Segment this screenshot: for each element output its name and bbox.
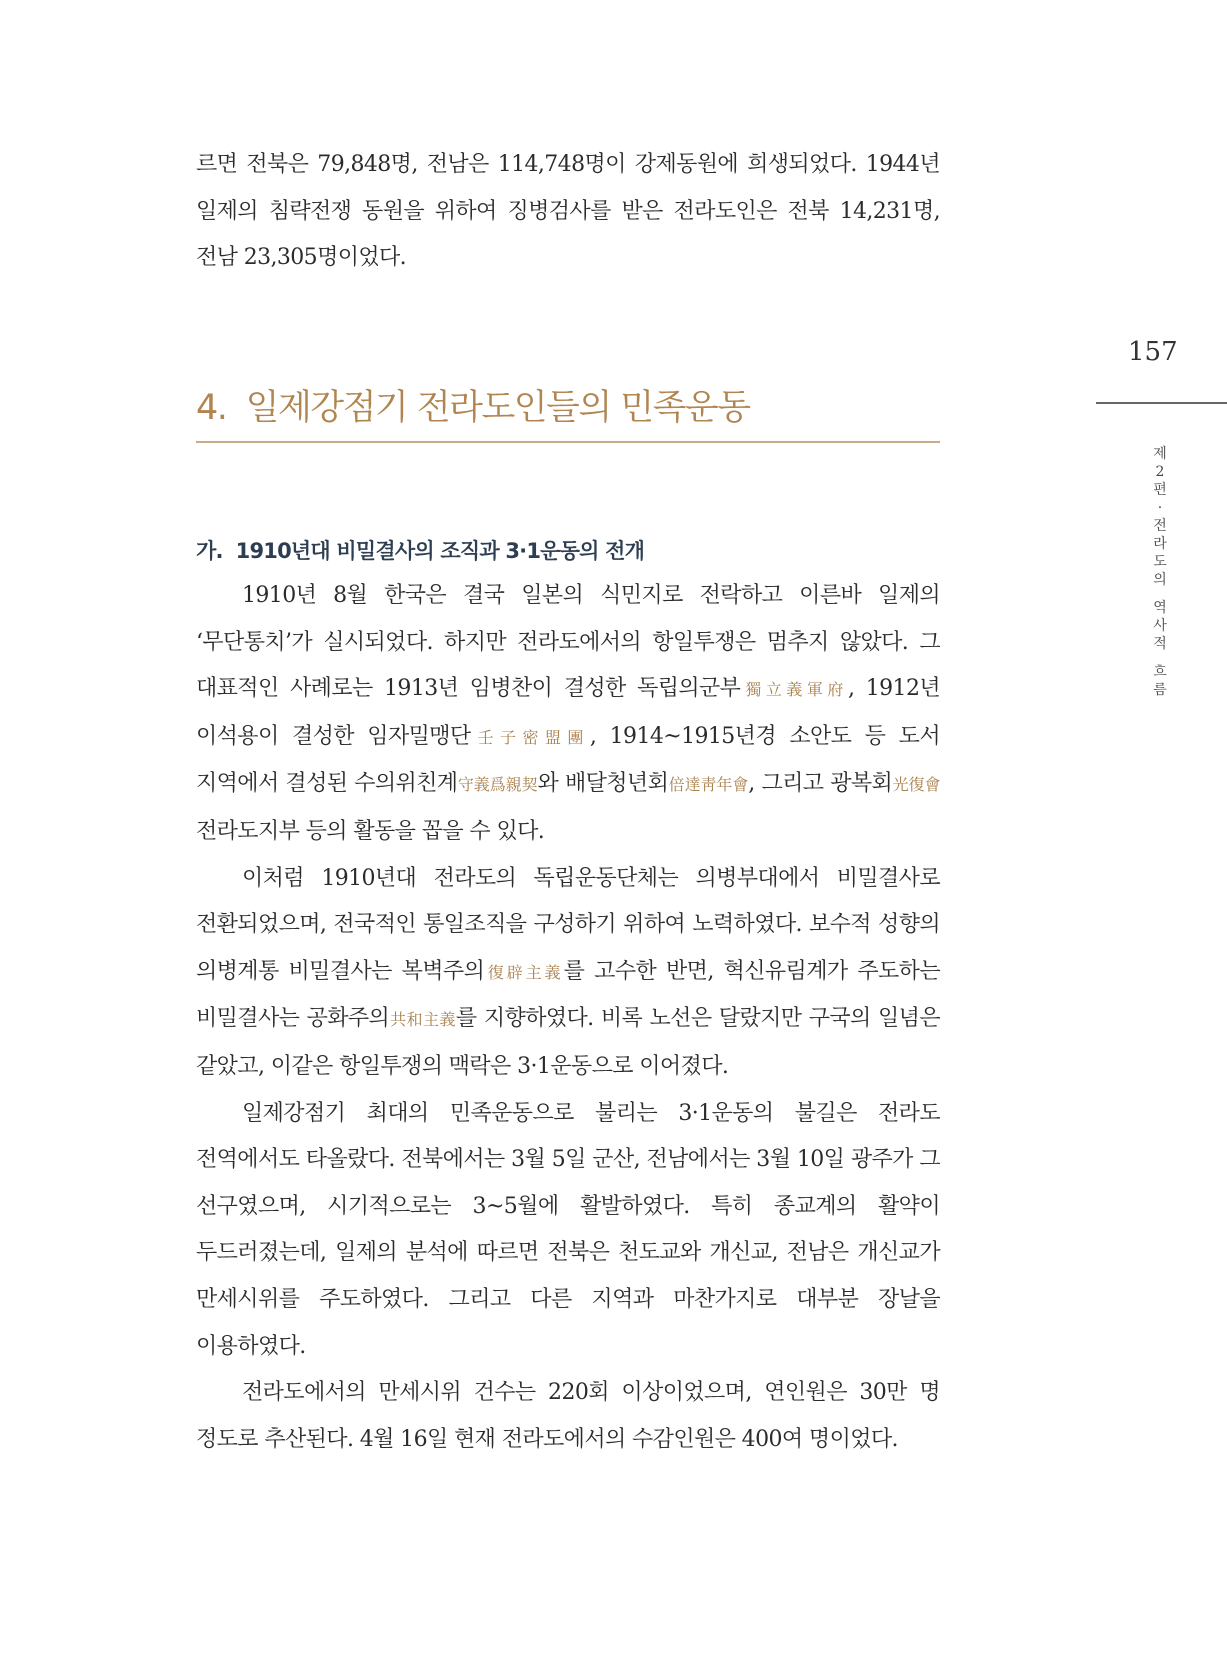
page-number-rule [1096, 402, 1227, 404]
intro-paragraph: 르면 전북은 79,848명, 전남은 114,748명이 강제동원에 희생되었다. 1944년 일제의 침략전쟁 동원을 위하여 징병검사를 받은 전라도인은 전북 14,231명, 전남 23,305명이었다. [196, 152, 940, 271]
text-segment: 를 고수한 반면, 혁신유림계가 주도하는 비밀결사는 공화주의 [196, 958, 940, 1032]
running-head-char: 전 [1153, 518, 1167, 534]
text-segment: 일제강점기 최대의 민족운동으로 불리는 3·1운동의 불길은 전라도 전역에서도 타올랐다. 전북에서는 3월 5일 군산, 전남에서는 3월 10일 광주가 그 선구였으며, 시기적으로는 3~5월에 활발하였다. 특히 종교계의 활약이 두드러졌는데, 일제의 분석에 따르면 전북은 천도교와 개신교, 전남은 개신교가 만세시위를 주도하였다. 그리고 다른 지역과 마찬가지로 대부분 장날을 이용하였다. [196, 1100, 940, 1359]
text-segment: 전라도지부 등의 활동을 꼽을 수 있다. [196, 818, 545, 844]
hanja-annotation: 共和主義 [389, 1010, 456, 1030]
paragraph-2 [196, 856, 940, 1091]
running-head-char [1150, 653, 1170, 663]
page-number: 157 [1128, 337, 1178, 367]
text-segment: 1910년 8월 한국은 결국 일본의 식민지로 전락하고 이른바 일제의 ‘무단통치’가 실시되었다. 하지만 전라도에서의 항일투쟁은 멈추지 않았다. 그 대표적인 사례로는 1913년 임병찬이 결성한 독립의군부 [196, 583, 940, 702]
hanja-annotation: 守義爲親契 [457, 775, 538, 795]
hanja-annotation: 壬子密盟團 [470, 727, 590, 747]
main-text-block [196, 573, 940, 1463]
hanja-annotation: 倍達靑年會 [668, 775, 749, 795]
running-head-char: 제 [1153, 446, 1167, 462]
running-head-vertical [1150, 445, 1170, 699]
paragraph-3 [196, 1091, 940, 1371]
running-head-char: 적 [1153, 636, 1167, 652]
text-segment: , 1914~1915년경 소안도 등 도서 지역에서 결성된 수의위친계 [196, 723, 940, 797]
intro-text-block [196, 142, 940, 282]
running-head-char: 사 [1153, 618, 1167, 634]
text-segment: 전라도에서의 만세시위 건수는 220회 이상이었으며, 연인원은 30만 명 정도로 추산된다. 4월 16일 현재 전라도에서의 수감인원은 400여 명이었다. [196, 1380, 940, 1452]
running-head-char: 편 [1153, 482, 1167, 498]
running-head-char: 도 [1153, 554, 1167, 570]
running-head-char: · [1157, 500, 1163, 516]
section-title-underline [196, 441, 940, 443]
text-segment: 를 지향하였다. 비록 노선은 달랐지만 구국의 일념은 같았고, 이같은 항일투쟁의 맥락은 3·1운동으로 이어졌다. [196, 1006, 940, 1079]
text-segment: , 그리고 광복회 [748, 771, 893, 797]
text-segment: 이처럼 1910년대 전라도의 독립운동단체는 의병부대에서 비밀결사로 전환되었으며, 전국적인 통일조직을 구성하기 위하여 노력하였다. 보수적 성향의 의병계통 비밀결사는 복벽주의 [196, 865, 940, 984]
running-head-char: 역 [1153, 600, 1167, 616]
text-segment: , 1912년 이석용이 결성한 임자밀맹단 [196, 676, 940, 749]
section-title: 4. 일제강점기 전라도인들의 민족운동 [196, 388, 750, 428]
running-head-char: 의 [1153, 572, 1167, 588]
running-head-char: 흐 [1153, 664, 1167, 680]
running-head-char: 름 [1153, 682, 1167, 698]
paragraph-1 [196, 573, 940, 856]
running-head-char: 라 [1153, 536, 1167, 552]
paragraph-4 [196, 1370, 940, 1463]
running-head-char: 2 [1155, 464, 1165, 480]
text-segment: 와 배달청년회 [537, 771, 669, 797]
hanja-annotation: 獨立義軍府 [740, 680, 848, 700]
subsection-title: 가. 1910년대 비밀결사의 조직과 3·1운동의 전개 [196, 539, 645, 563]
hanja-annotation: 復辟主義 [484, 962, 564, 982]
running-head-char [1150, 589, 1170, 599]
hanja-annotation: 光復會 [892, 775, 940, 795]
